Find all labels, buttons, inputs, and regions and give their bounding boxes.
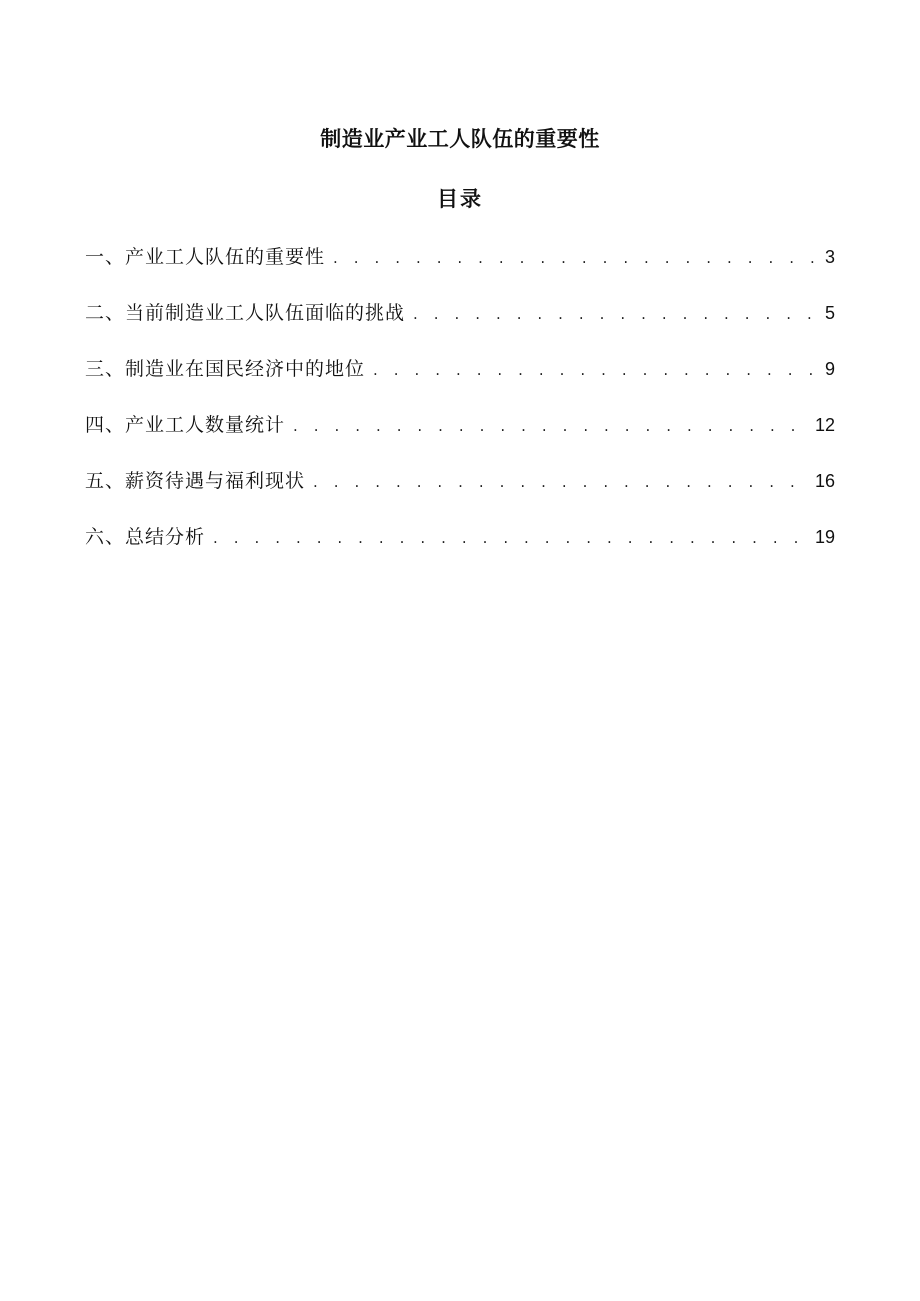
toc-entry-page: 9 xyxy=(824,359,835,379)
toc-heading: 目录 xyxy=(437,187,483,211)
toc-entry[interactable] xyxy=(85,297,835,353)
toc-entry[interactable] xyxy=(85,241,835,297)
toc-entry-page: 16 xyxy=(814,471,835,491)
toc-entry-label: 四、产业工人数量统计 xyxy=(85,414,286,436)
toc-dot-leader xyxy=(213,522,811,554)
toc-entry-page: 3 xyxy=(824,247,835,267)
toc-entry-label: 二、当前制造业工人队伍面临的挑战 xyxy=(85,302,406,324)
document-title: 制造业产业工人队伍的重要性 xyxy=(320,127,600,151)
toc-entry-label: 六、总结分析 xyxy=(85,526,206,548)
toc-dot-leader xyxy=(313,466,811,498)
toc-dot-leader xyxy=(373,354,821,386)
table-of-contents xyxy=(85,241,835,577)
toc-entry[interactable] xyxy=(85,353,835,409)
toc-entry-label: 五、薪资待遇与福利现状 xyxy=(85,470,306,492)
toc-dot-leader xyxy=(333,242,821,274)
toc-entry-label: 三、制造业在国民经济中的地位 xyxy=(85,358,366,380)
toc-entry-page: 12 xyxy=(814,415,835,435)
toc-dot-leader xyxy=(413,298,821,330)
toc-entry-label: 一、产业工人队伍的重要性 xyxy=(85,246,326,268)
toc-entry[interactable] xyxy=(85,465,835,521)
toc-entry-page: 5 xyxy=(824,303,835,323)
toc-entry-page: 19 xyxy=(814,527,835,547)
toc-dot-leader xyxy=(293,410,811,442)
toc-entry[interactable] xyxy=(85,521,835,577)
toc-entry[interactable] xyxy=(85,409,835,465)
